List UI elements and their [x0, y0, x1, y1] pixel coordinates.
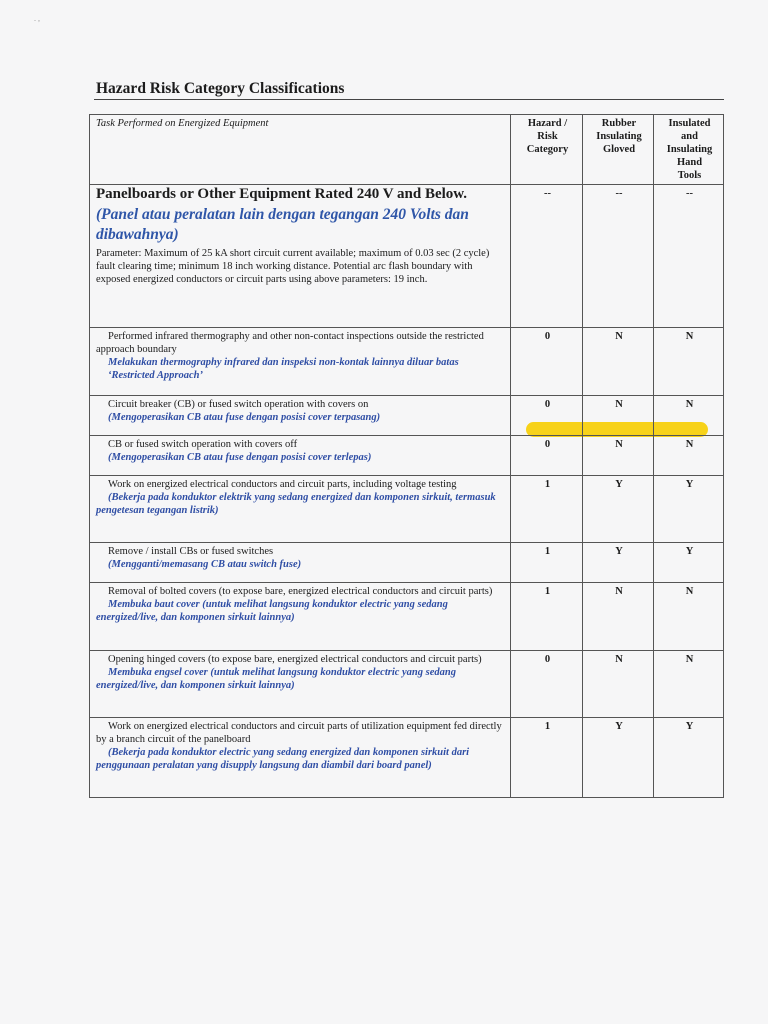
hazard-risk-table [89, 114, 724, 798]
task-description: Work on energized electrical conductors and circuit parts of utilization equipment fed directly by a branch circuit of the panelboard [96, 721, 502, 745]
tools-value: Y [654, 718, 724, 798]
section-tools: -- [654, 185, 724, 328]
tools-value: N [654, 328, 724, 396]
tools-value: N [654, 651, 724, 718]
hrc-value: 1 [511, 476, 583, 543]
tools-value: N [654, 396, 724, 436]
gloves-value: N [583, 651, 654, 718]
task-cell [90, 718, 511, 798]
hrc-value: 1 [511, 543, 583, 583]
task-cell [90, 328, 511, 396]
task-translation: (Mengoperasikan CB atau fuse dengan posisi cover terpasang) [108, 412, 381, 423]
task-translation: (Bekerja pada konduktor elektrik yang sedang energized dan komponen sirkuit, termasuk pengetesan tegangan listrik) [96, 492, 496, 516]
section-cell [90, 185, 511, 328]
hrc-value: 1 [511, 583, 583, 651]
header-row [90, 115, 724, 185]
task-description: Opening hinged covers (to expose bare, energized electrical conductors and circuit parts) [108, 654, 482, 665]
task-description: Work on energized electrical conductors and circuit parts, including voltage testing [108, 479, 457, 490]
table-row [90, 543, 724, 583]
task-cell [90, 476, 511, 543]
table-row [90, 583, 724, 651]
section-gloves: -- [583, 185, 654, 328]
table-row-highlighted [90, 396, 724, 436]
header-insulated-hand-tools: Insulated and Insulating Hand Tools [654, 115, 724, 185]
gloves-value: N [583, 583, 654, 651]
gloves-value: N [583, 436, 654, 476]
task-description: Removal of bolted covers (to expose bare, energized electrical conductors and circuit parts) [108, 586, 493, 597]
section-hrc: -- [511, 185, 583, 328]
scan-marks: . , [34, 14, 40, 23]
hrc-value: 0 [511, 328, 583, 396]
task-cell [90, 543, 511, 583]
task-translation: Melakukan thermography infrared dan inspeksi non-kontak lainnya diluar batas ‘Restricted Approach’ [108, 357, 459, 381]
task-cell [90, 651, 511, 718]
hrc-value: 0 [511, 651, 583, 718]
gloves-value: N [583, 396, 654, 436]
task-cell [90, 396, 511, 436]
task-description: Circuit breaker (CB) or fused switch operation with covers on [108, 399, 369, 410]
table-row [90, 436, 724, 476]
table-row [90, 476, 724, 543]
table-row [90, 651, 724, 718]
task-description: Performed infrared thermography and other non-contact inspections outside the restricted approach boundary [96, 331, 484, 355]
task-translation: (Mengoperasikan CB atau fuse dengan posisi cover terlepas) [108, 452, 372, 463]
section-parameter: Parameter: Maximum of 25 kA short circuit current available; maximum of 0.03 sec (2 cycle) fault clearing time; minimum 18 inch working distance. Potential arc flash boundary with exposed energized conductors or circuit parts using above parameters: 19 inch. [96, 248, 490, 285]
hrc-value: 0 [511, 436, 583, 476]
task-translation: (Bekerja pada konduktor electric yang sedang energized dan komponen sirkuit dari penggunaan peralatan yang disupply langsung dan diambil dari board panel) [96, 747, 470, 771]
task-description: CB or fused switch operation with covers off [108, 439, 298, 450]
page-title: Hazard Risk Category Classifications [96, 80, 345, 97]
table-row [90, 328, 724, 396]
task-translation: (Mengganti/memasang CB atau switch fuse) [108, 559, 302, 570]
tools-value: Y [654, 543, 724, 583]
gloves-value: N [583, 328, 654, 396]
hrc-value: 1 [511, 718, 583, 798]
gloves-value: Y [583, 543, 654, 583]
task-translation: Membuka engsel cover (untuk melihat langsung konduktor electric yang sedang energized/live, dan komponen sirkuit lainnya) [96, 667, 456, 691]
header-rubber-insulating-gloves: Rubber Insulating Gloved [583, 115, 654, 185]
title-rule [94, 99, 724, 100]
section-row [90, 185, 724, 328]
header-hazard-risk-category: Hazard / Risk Category [511, 115, 583, 185]
section-translation: (Panel atau peralatan lain dengan tegangan 240 Volts dan dibawahnya) [96, 206, 469, 243]
hrc-value: 0 [511, 396, 583, 436]
section-title: Panelboards or Other Equipment Rated 240 V and Below. [96, 186, 468, 202]
tools-value: N [654, 583, 724, 651]
gloves-value: Y [583, 476, 654, 543]
task-translation: Membuka baut cover (untuk melihat langsung konduktor electric yang sedang energized/live, dan komponen sirkuit lainnya) [96, 599, 448, 623]
table-row [90, 718, 724, 798]
gloves-value: Y [583, 718, 654, 798]
tools-value: Y [654, 476, 724, 543]
task-cell [90, 436, 511, 476]
tools-value: N [654, 436, 724, 476]
header-task: Task Performed on Energized Equipment [90, 115, 511, 185]
task-cell [90, 583, 511, 651]
task-description: Remove / install CBs or fused switches [108, 546, 274, 557]
